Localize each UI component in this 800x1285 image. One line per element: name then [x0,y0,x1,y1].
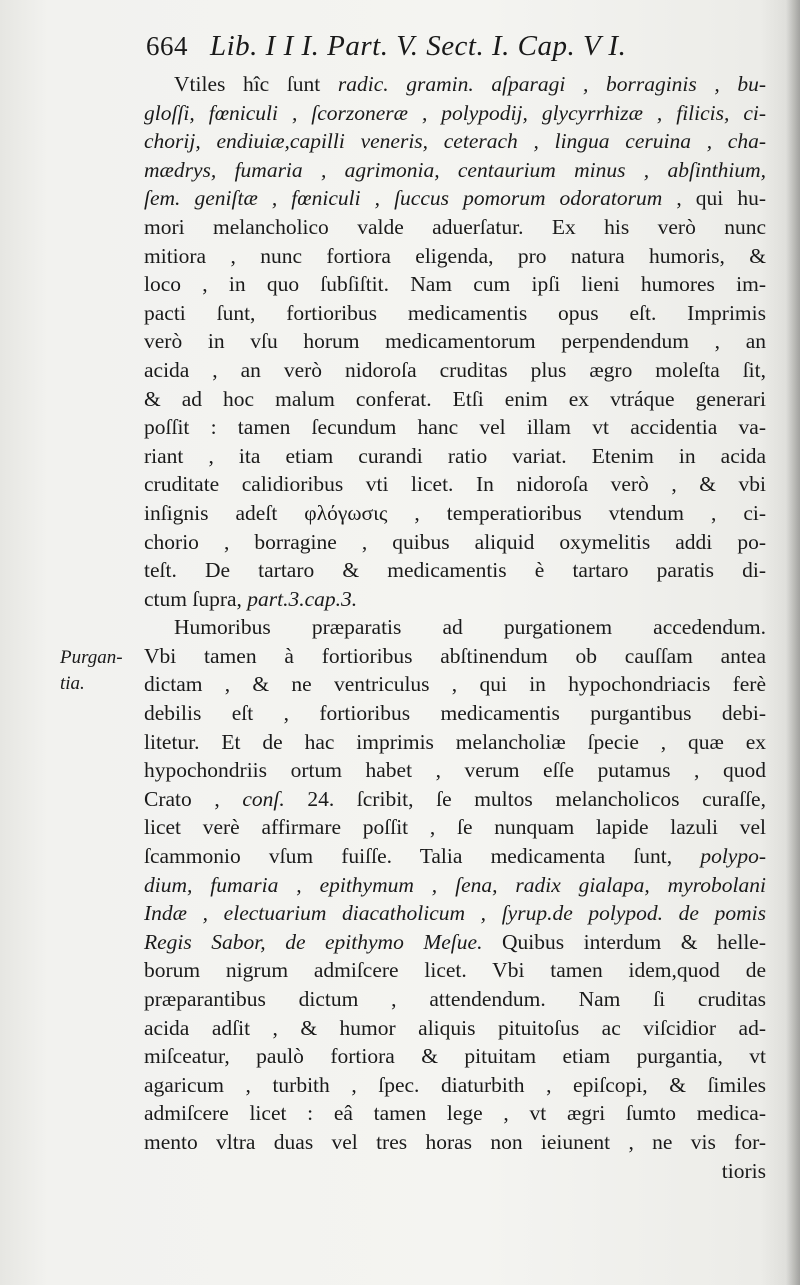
text-line: miſceatur, paulò fortiora & pituitam etiam purgantia, vt [144,1044,766,1069]
text-line: debilis eſt , fortioribus medicamentis purgantibus debi- [144,701,766,726]
text-line: Humoribus præparatis ad purgationem accedendum. [174,615,766,640]
text-line: ſcammonio vſum fuiſſe. Talia medicamenta ſunt, polypo- [144,844,766,869]
text-line: & ad hoc malum conferat. Etſi enim ex vtráque generari [144,386,766,411]
text-line: inſignis adeſt φλόγωσις , temperatioribus vtendum , ci- [144,500,766,525]
text-line: Vtiles hîc ſunt radic. gramin. aſparagi , borraginis , bu- [174,72,766,96]
text-line: Indæ , electuarium diacatholicum , ſyrup.de polypod. de pomis [144,901,766,926]
text-line: cruditate calidioribus vti licet. In nidoroſa verò , & vbi [144,472,766,497]
text-line: mædrys, fumaria , agrimonia, centaurium minus , abſinthium, [144,157,766,182]
text-line: admiſcere licet : eâ tamen lege , vt ægri ſumto medica- [144,1101,766,1126]
text-line: chorij, endiuiæ,capilli veneris, ceterach , lingua ceruina , cha- [144,129,766,154]
page-edge-shadow [786,0,800,1285]
text-line: Vbi tamen à fortioribus abſtinendum ob cauſſam antea [144,643,766,668]
text-line: ctum ſupra, part.3.cap.3. [144,586,358,611]
text-line: verò in vſu horum medicamentorum perpendendum , an [144,329,766,354]
margin-note-line: Purgan- [60,647,123,668]
text-line: pacti ſunt, fortioribus medicamentis opus eſt. Imprimis [144,300,766,325]
text-line: acida , an verò nidoroſa cruditas plus ægro moleſta ſit, [144,357,766,382]
margin-note-line: tia. [60,673,85,694]
margin-note [60,645,123,697]
running-header [146,30,626,63]
text-line: loco , in quo ſubſiſtit. Nam cum ipſi lieni humores im- [144,272,766,297]
text-line: poſſit : tamen ſecundum hanc vel illam vt accidentia va- [144,415,766,440]
body-text [144,70,766,1185]
text-line: hypochondriis ortum habet , verum eſſe putamus , quod [144,758,766,783]
text-line: agaricum , turbith , ſpec. diaturbith , epiſcopi, & ſimiles [144,1072,766,1097]
text-line: dium, fumaria , epithymum , ſena, radix gialapa, myrobolani [144,872,766,897]
text-line: ſem. geniſtæ , fœniculi , ſuccus pomorum odoratorum , qui hu- [144,186,767,211]
page-number: 664 [146,31,188,61]
text-line: tioris [721,1158,766,1183]
text-line: gloſſi, fœniculi , ſcorzoneræ , polypodij, glycyrrhizæ , filicis, ci- [144,100,766,125]
text-line: teſt. De tartaro & medicamentis è tartaro paratis di- [144,558,766,583]
text-line: mento vltra duas vel tres horas non ieiunent , ne vis for- [144,1129,766,1154]
text-line: mitiora , nunc fortiora eligenda, pro natura humoris, & [144,243,766,268]
text-line: præparantibus dictum , attendendum. Nam ſi cruditas [144,987,766,1011]
text-line: dictam , & ne ventriculus , qui in hypochondriacis ferè [144,672,766,697]
running-title: Lib. I I I. Part. V. Sect. I. Cap. V I. [210,30,627,62]
text-line: Crato , conſ. 24. ſcribit, ſe multos melancholicos curaſſe, [144,786,766,811]
text-line: borum nigrum admiſcere licet. Vbi tamen idem,quod de [144,958,766,983]
text-line: riant , ita etiam curandi ratio variat. Etenim in acida [144,443,766,468]
text-line: chorio , borragine , quibus aliquid oxymelitis addi po- [144,529,766,554]
text-line: licet verè affirmare poſſit , ſe nunquam lapide lazuli vel [144,815,766,840]
text-line: mori melancholico valde aduerſatur. Ex his verò nunc [144,214,766,239]
text-line: litetur. Et de hac imprimis melancholiæ ſpecie , quæ ex [144,729,766,754]
text-line: acida adſit , & humor aliquis pituitoſus ac viſcidior ad- [144,1015,766,1040]
text-line: Regis Sabor, de epithymo Meſue. Quibus interdum & helle- [144,929,766,954]
